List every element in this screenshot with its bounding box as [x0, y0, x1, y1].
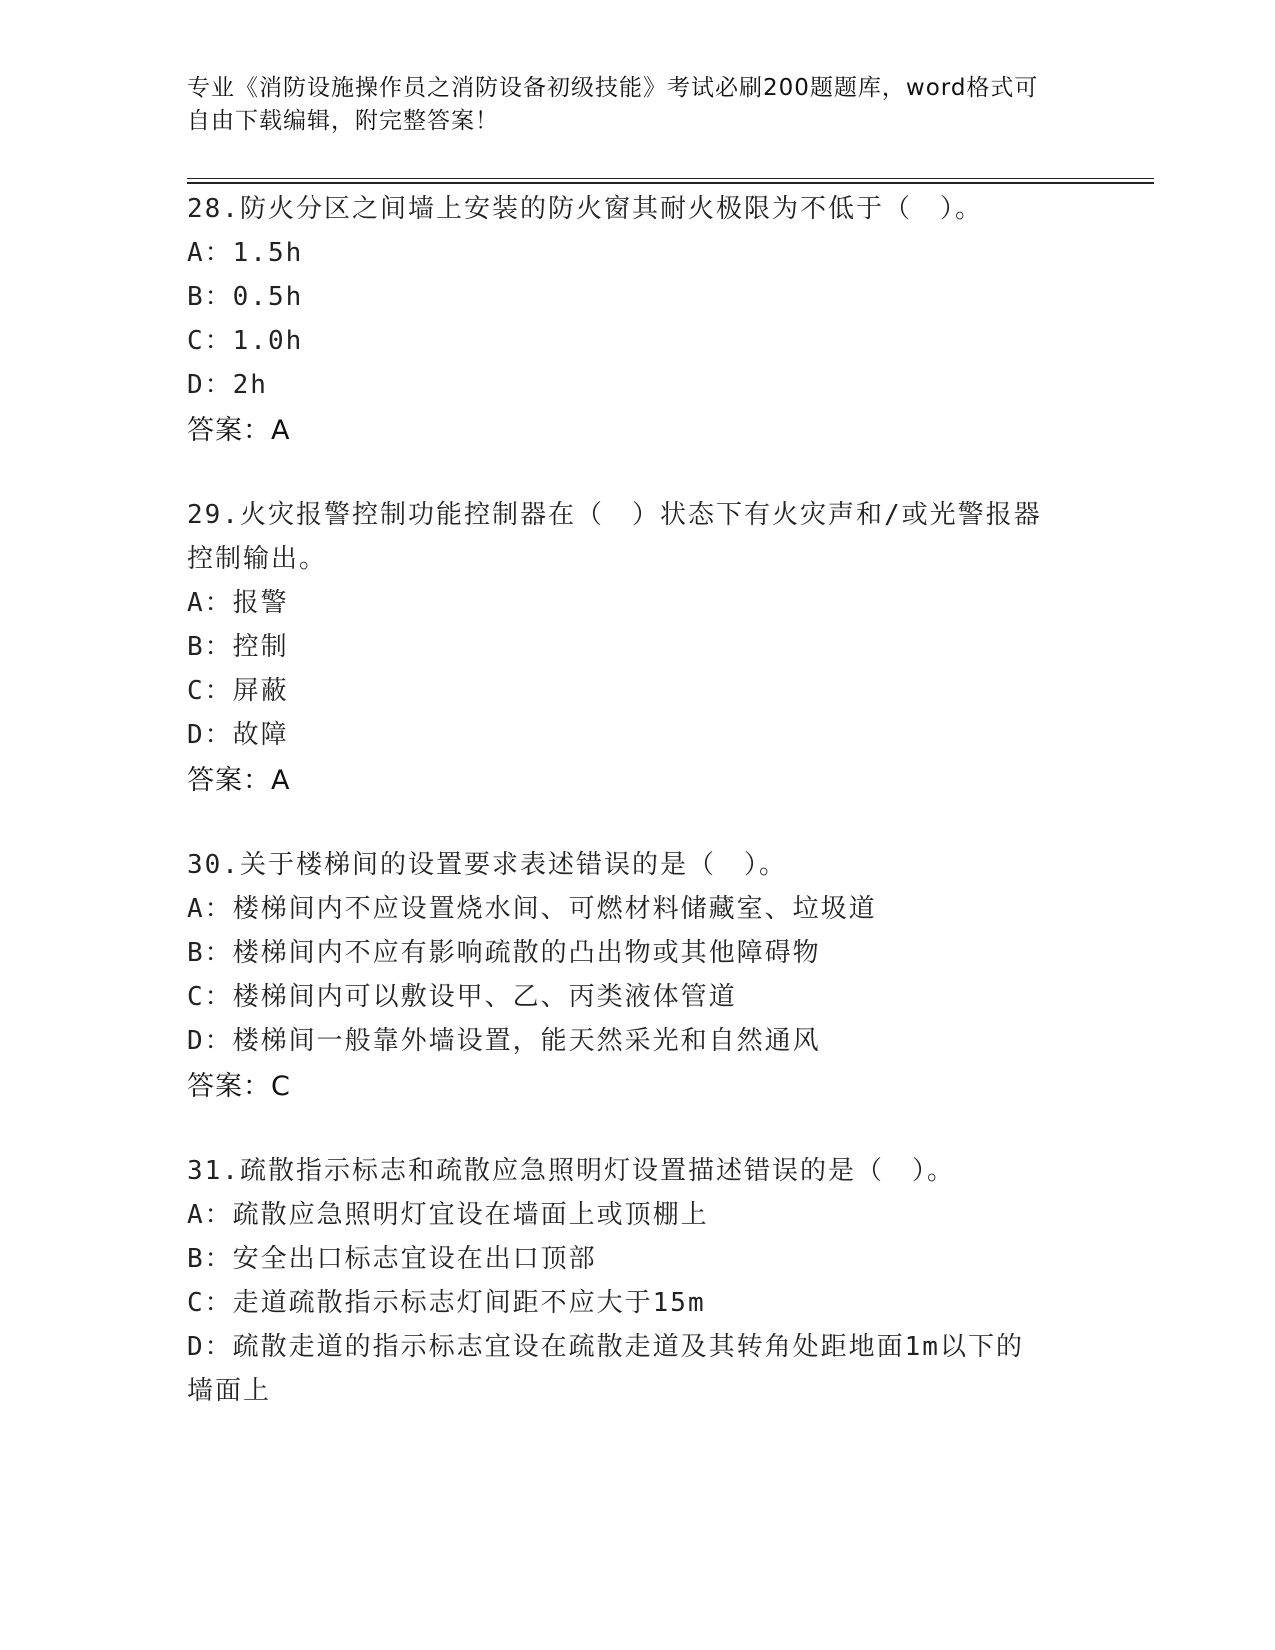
option-b: B：0.5h: [187, 282, 304, 312]
option-c: C：楼梯间内可以敷设甲、乙、丙类液体管道: [187, 982, 737, 1012]
question-stem: 29.火灾报警控制功能控制器在（ ）状态下有火灾声和/或光警报器: [187, 500, 1042, 530]
question-stem: 28.防火分区之间墙上安装的防火窗其耐火极限为不低于（ ）。: [187, 194, 983, 224]
option-d: D：疏散走道的指示标志宜设在疏散走道及其转角处距地面1m以下的: [187, 1332, 1024, 1362]
option-b: B：控制: [187, 632, 289, 662]
option-b: B：楼梯间内不应有影响疏散的凸出物或其他障碍物: [187, 938, 821, 968]
option-b: B：安全出口标志宜设在出口顶部: [187, 1244, 597, 1274]
question-stem-continued: 控制输出。: [187, 544, 328, 574]
option-d-continued: 墙面上: [187, 1376, 272, 1406]
option-d: D：2h: [187, 370, 268, 400]
answer-label: 答案：A: [187, 765, 291, 796]
header-rule-thick: [187, 182, 1154, 184]
header-line-2: 自由下载编辑，附完整答案！: [187, 108, 499, 134]
question-stem: 30.关于楼梯间的设置要求表述错误的是（ ）。: [187, 850, 787, 880]
option-d: D：楼梯间一般靠外墙设置，能天然采光和自然通风: [187, 1026, 821, 1056]
option-a: A：疏散应急照明灯宜设在墙面上或顶棚上: [187, 1200, 709, 1230]
option-a: A：楼梯间内不应设置烧水间、可燃材料储藏室、垃圾道: [187, 894, 877, 924]
option-a: A：1.5h: [187, 238, 304, 268]
answer-label: 答案：C: [187, 1071, 291, 1102]
option-c: C：屏蔽: [187, 676, 289, 706]
question-stem: 31.疏散指示标志和疏散应急照明灯设置描述错误的是（ ）。: [187, 1156, 955, 1186]
document-header: [187, 72, 1067, 138]
header-line-1: 专业《消防设施操作员之消防设备初级技能》考试必刷200题题库，word格式可: [187, 75, 1039, 101]
option-d: D：故障: [187, 720, 289, 750]
option-c: C：走道疏散指示标志灯间距不应大于15m: [187, 1288, 706, 1318]
answer-label: 答案：A: [187, 415, 291, 446]
option-c: C：1.0h: [187, 326, 304, 356]
option-a: A：报警: [187, 588, 289, 618]
header-rule-thin: [187, 178, 1154, 179]
